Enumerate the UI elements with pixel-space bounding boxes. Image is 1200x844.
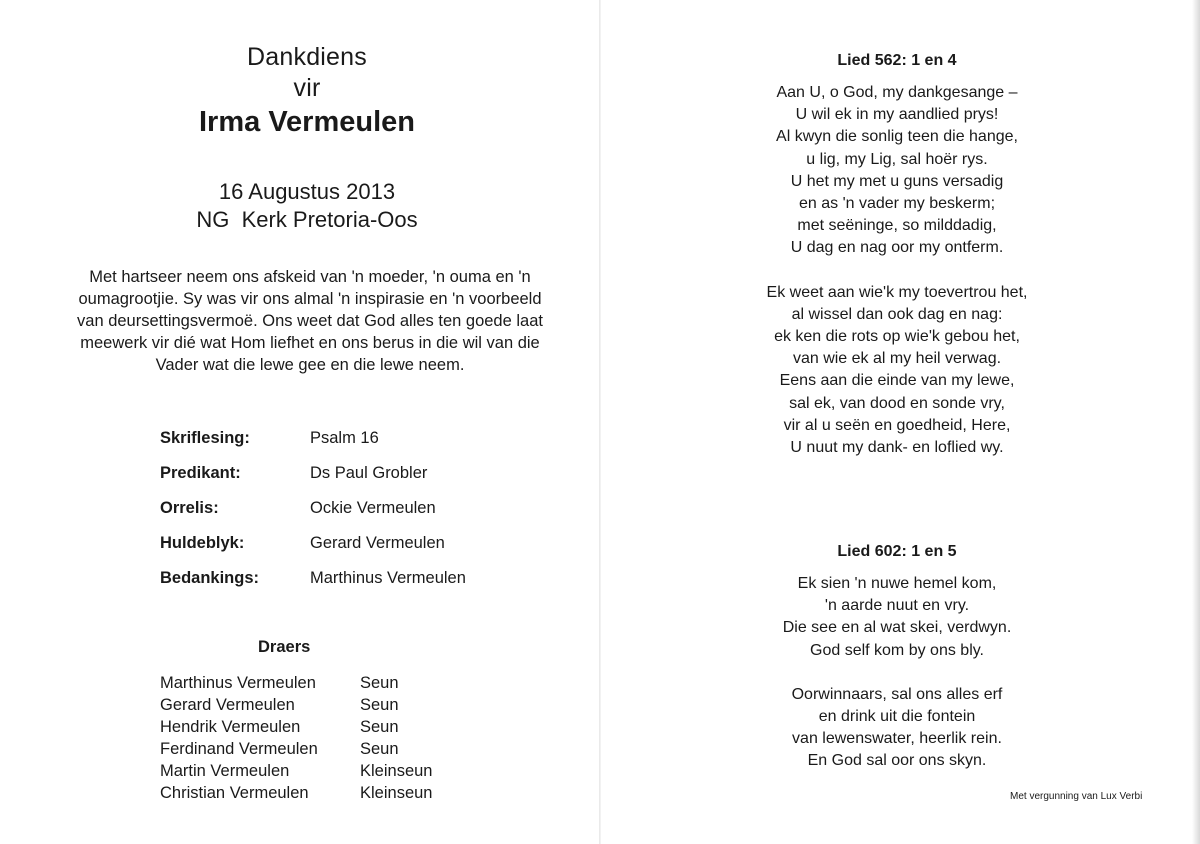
- verse-line: ek ken die rots op wie'k gebou het,: [774, 328, 1020, 346]
- verse-line: sal ek, van dood en sonde vry,: [789, 394, 1005, 412]
- role-value: Ockie Vermeulen: [310, 499, 436, 517]
- role-row: [160, 561, 560, 596]
- pallbearer-row: [160, 760, 490, 782]
- verse-line: Aan U, o God, my dankgesange –: [776, 84, 1018, 101]
- service-church: NG Kerk Pretoria-Oos: [196, 207, 418, 232]
- pallbearer-row: [160, 738, 490, 760]
- verse-line: met seëninge, so milddadig,: [797, 217, 997, 235]
- pallbearer-relation: Kleinseun: [360, 783, 433, 802]
- hymn-heading: Lied 562: 1 en 4: [837, 52, 957, 69]
- verse-line: U wil ek in my aandlied prys!: [795, 106, 999, 124]
- pallbearer-name: Martin Vermeulen: [160, 761, 290, 780]
- pallbearer-name: Christian Vermeulen: [160, 783, 309, 802]
- pallbearer-row: [160, 782, 490, 804]
- hymn-verse: [600, 282, 1194, 460]
- verse-line: En God sal oor ons skyn.: [807, 752, 987, 770]
- title-block: [0, 42, 614, 140]
- verse-line: al wissel dan ook dag en nag:: [791, 305, 1003, 323]
- hymn-562: [600, 50, 1194, 459]
- role-value: Gerard Vermeulen: [310, 534, 445, 552]
- title-line-2: vir: [293, 74, 321, 102]
- role-row: [160, 456, 560, 491]
- pallbearer-name: Marthinus Vermeulen: [160, 673, 316, 692]
- pallbearer-relation: Kleinseun: [360, 761, 433, 780]
- verse-line: Al kwyn die sonlig teen die hange,: [776, 128, 1018, 146]
- role-row: [160, 491, 560, 526]
- role-label: Huldeblyk:: [160, 534, 245, 552]
- pallbearer-row: [160, 716, 490, 738]
- role-label: Skriflesing:: [160, 429, 250, 447]
- verse-line: Ek weet aan wie'k my toevertrou het,: [766, 283, 1028, 301]
- verse-line: van wie ek al my heil verwag.: [792, 350, 1002, 368]
- verse-line: vir al u seën en goedheid, Here,: [783, 416, 1011, 434]
- verse-line: Eens aan die einde van my lewe,: [779, 372, 1015, 390]
- copyright-credit: Met vergunning van Lux Verbi: [1010, 791, 1143, 802]
- hymn-verse: [600, 82, 1194, 260]
- hymn-heading: Lied 602: 1 en 5: [837, 543, 957, 560]
- verse-line: en as 'n vader my beskerm;: [798, 195, 996, 213]
- role-value: Marthinus Vermeulen: [310, 569, 466, 587]
- verse-line: U dag en nag oor my ontferm.: [790, 239, 1004, 257]
- hymn-verse: [600, 573, 1194, 662]
- pallbearers-heading: Draers: [258, 638, 311, 656]
- title-line-1: Dankdiens: [247, 43, 367, 71]
- intro-line: Vader wat die lewe gee en die lewe neem.: [155, 356, 465, 374]
- verse-line: 'n aarde nuut en vry.: [824, 597, 970, 615]
- pallbearer-name: Gerard Vermeulen: [160, 695, 295, 714]
- verse-line: u lig, my Lig, sal hoër rys.: [806, 150, 988, 168]
- verse-line: Oorwinnaars, sal ons alles erf: [791, 685, 1003, 703]
- verse-line: U nuut my dank- en loflied wy.: [790, 439, 1004, 457]
- role-label: Predikant:: [160, 464, 241, 482]
- intro-paragraph: [70, 266, 550, 376]
- verse-line: Die see en al wat skei, verdwyn.: [782, 619, 1012, 637]
- intro-line: van deursettingsvermoë. Ons weet dat God alles ten goede laat: [77, 312, 543, 330]
- service-details: [0, 178, 614, 234]
- intro-line: meewerk vir dié wat Hom liefhet en ons berus in die wil van die: [80, 334, 540, 352]
- role-value: Psalm 16: [310, 429, 379, 447]
- pallbearers-list: [160, 672, 490, 804]
- deceased-name: Irma Vermeulen: [199, 106, 415, 138]
- pallbearer-name: Ferdinand Vermeulen: [160, 739, 318, 758]
- pallbearer-relation: Seun: [360, 673, 399, 692]
- verse-line: en drink uit die fontein: [818, 708, 976, 726]
- verse-line: God self kom by ons bly.: [810, 641, 984, 659]
- hymn-verse: [600, 684, 1194, 773]
- role-label: Orrelis:: [160, 499, 219, 517]
- verse-line: Ek sien 'n nuwe hemel kom,: [797, 575, 997, 592]
- role-row: [160, 421, 560, 456]
- intro-line: oumagrootjie. Sy was vir ons almal 'n inspirasie en 'n voorbeeld: [78, 290, 542, 308]
- pallbearer-relation: Seun: [360, 695, 399, 714]
- pallbearer-relation: Seun: [360, 739, 399, 758]
- role-value: Ds Paul Grobler: [310, 464, 428, 482]
- pallbearer-row: [160, 694, 490, 716]
- service-date: 16 Augustus 2013: [218, 179, 396, 204]
- pallbearer-row: [160, 672, 490, 694]
- intro-line: Met hartseer neem ons afskeid van 'n moeder, 'n ouma en 'n: [89, 268, 531, 286]
- verse-line: van lewenswater, heerlik rein.: [792, 730, 1002, 748]
- pallbearer-name: Hendrik Vermeulen: [160, 717, 301, 736]
- pallbearer-relation: Seun: [360, 717, 399, 736]
- role-row: [160, 526, 560, 561]
- hymn-602: [600, 541, 1194, 773]
- verse-line: U het my met u guns versadig: [790, 172, 1004, 190]
- role-label: Bedankings:: [160, 569, 260, 587]
- service-roles: [160, 421, 560, 596]
